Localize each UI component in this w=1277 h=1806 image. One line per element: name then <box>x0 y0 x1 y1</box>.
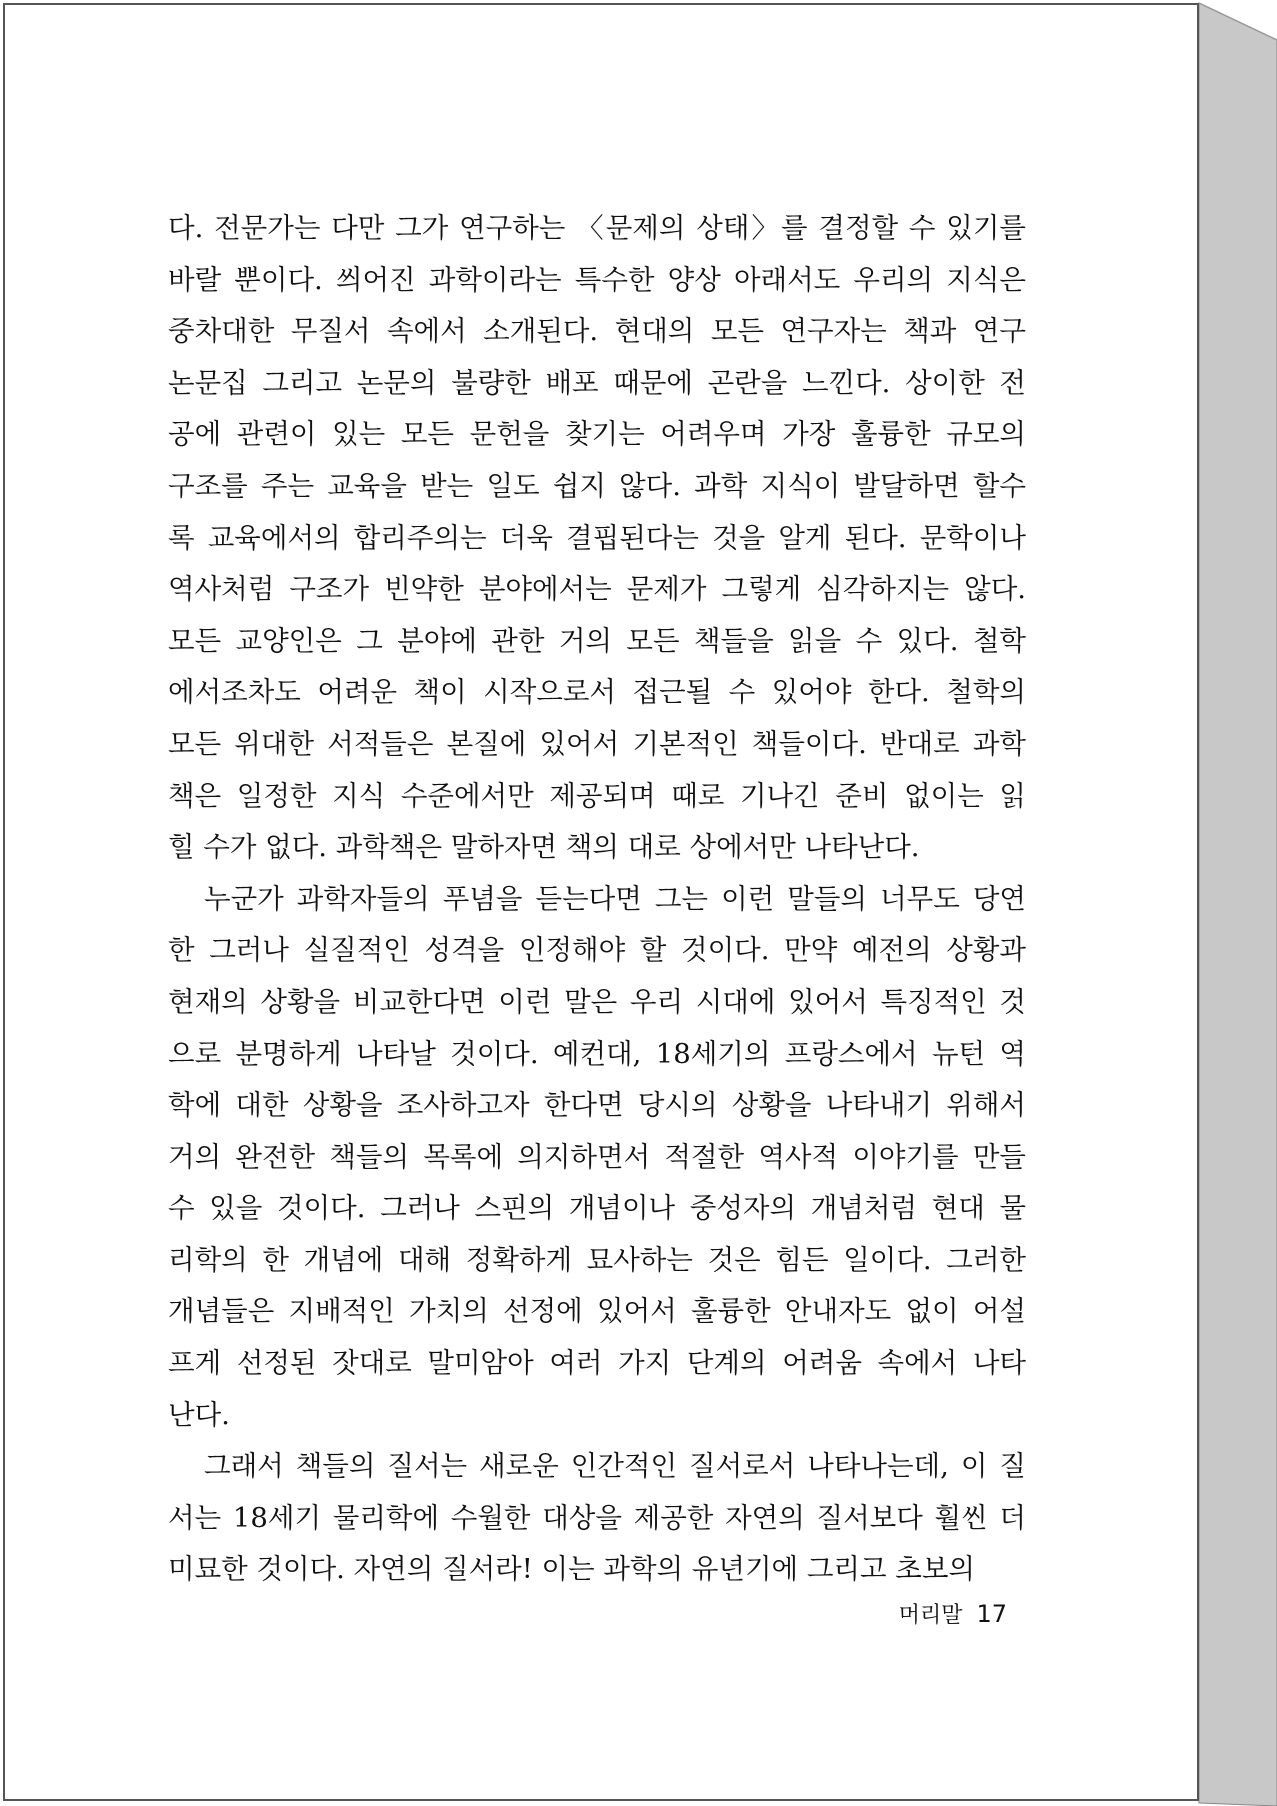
text-line: 프게 선정된 잣대로 말미암아 여러 가지 단계의 어려움 속에서 나타 <box>168 1347 1026 1380</box>
text-line: 중차대한 무질서 속에서 소개된다. 현대의 모든 연구자는 책과 연구 <box>168 315 1026 348</box>
text-line: 공에 관련이 있는 모든 문헌을 찾기는 어려우며 가장 훌륭한 규모의 <box>168 418 1026 451</box>
text-line: 서는 18세기 물리학에 수월한 대상을 제공한 자연의 질서보다 훨씬 더 <box>168 1501 1026 1534</box>
text-line: 다. 전문가는 다만 그가 연구하는 〈문제의 상태〉를 결정할 수 있기를 <box>168 212 1026 244</box>
text-line: 모든 위대한 서적들은 본질에 있어서 기본적인 책들이다. 반대로 과학 <box>168 727 1026 760</box>
text-line: 으로 분명하게 나타날 것이다. 예컨대, 18세기의 프랑스에서 뉴턴 역 <box>168 1037 1026 1070</box>
text-line: 난다. <box>168 1398 230 1431</box>
body-text <box>168 203 1026 1596</box>
text-line: 학에 대한 상황을 조사하고자 한다면 당시의 상황을 나타내기 위해서 <box>168 1089 1026 1122</box>
text-line: 미묘한 것이다. 자연의 질서라! 이는 과학의 유년기에 그리고 초보의 <box>168 1553 975 1586</box>
text-line: 수 있을 것이다. 그러나 스핀의 개념이나 중성자의 개념처럼 현대 물 <box>168 1192 1026 1225</box>
text-line: 힐 수가 없다. 과학책은 말하자면 책의 대로 상에서만 나타난다. <box>168 831 920 864</box>
text-line: 그래서 책들의 질서는 새로운 인간적인 질서로서 나타나는데, 이 질 <box>204 1450 1026 1483</box>
text-line: 책은 일정한 지식 수준에서만 제공되며 때로 기나긴 준비 없이는 읽 <box>168 779 1026 812</box>
text-line: 누군가 과학자들의 푸념을 듣는다면 그는 이런 말들의 너무도 당연 <box>204 882 1026 915</box>
paragraph <box>168 874 1026 1442</box>
text-line: 모든 교양인은 그 분야에 관한 거의 모든 책들을 읽을 수 있다. 철학 <box>168 624 1026 657</box>
text-line: 바랄 뿐이다. 씌어진 과학이라는 특수한 양상 아래서도 우리의 지식은 <box>168 263 1026 296</box>
paragraph <box>168 203 1026 874</box>
text-line: 논문집 그리고 논문의 불량한 배포 때문에 곤란을 느낀다. 상이한 전 <box>168 366 1026 399</box>
text-line: 거의 완전한 책들의 목록에 의지하면서 적절한 역사적 이야기를 만들 <box>168 1140 1026 1173</box>
text-line: 한 그러나 실질적인 성격을 인정해야 할 것이다. 만약 예전의 상황과 <box>168 934 1026 967</box>
text-line: 역사처럼 구조가 빈약한 분야에서는 문제가 그렇게 심각하지는 않다. <box>168 573 1026 606</box>
running-head: 머리말 <box>898 1603 963 1628</box>
text-line: 개념들은 지배적인 가치의 선정에 있어서 훌륭한 안내자도 없이 어설 <box>168 1295 1026 1328</box>
page-footer <box>899 1598 1007 1629</box>
page-number: 17 <box>976 1600 1007 1628</box>
text-line: 현재의 상황을 비교한다면 이런 말은 우리 시대에 있어서 특징적인 것 <box>168 985 1026 1018</box>
text-line: 록 교육에서의 합리주의는 더욱 결핍된다는 것을 알게 된다. 문학이나 <box>168 521 1026 554</box>
paragraph <box>168 1441 1026 1596</box>
text-line: 구조를 주는 교육을 받는 일도 쉽지 않다. 과학 지식이 발달하면 할수 <box>168 469 1026 502</box>
text-line: 리학의 한 개념에 대해 정확하게 묘사하는 것은 힘든 일이다. 그러한 <box>168 1243 1026 1276</box>
text-line: 에서조차도 어려운 책이 시작으로서 접근될 수 있어야 한다. 철학의 <box>168 676 1026 709</box>
